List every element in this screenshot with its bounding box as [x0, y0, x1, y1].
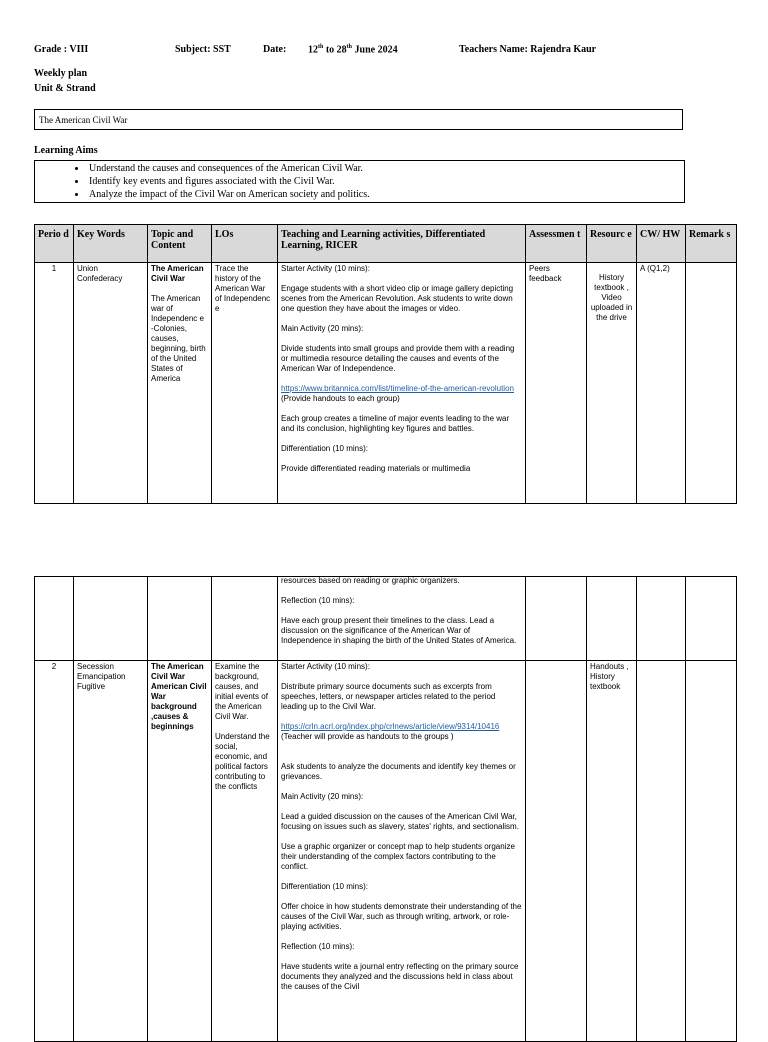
learning-aims-list [35, 162, 684, 201]
cw-hw-cell [637, 661, 686, 1042]
lesson-plan-table-continued [34, 576, 737, 1042]
table-header-row [35, 225, 737, 263]
teacher-name: Teachers Name: Rajendra Kaur [459, 44, 597, 55]
learning-aims-heading: Learning Aims [34, 145, 98, 156]
unit-title: The American Civil War [39, 115, 128, 125]
col-header-resource: Resourc e [587, 225, 637, 263]
activities-cell: resources based on reading or graphic organizers. Reflection (10 mins): Have each group present their timelines to the class. Lead a discussion on the significance of the American War of Independence in shaping the birth of the United States of America. [278, 577, 526, 661]
learning-aim-item: • Identify key events and figures associated with the Civil War. [87, 175, 684, 188]
table-row [35, 577, 737, 661]
resource-link[interactable]: https://crln.acrl.org/index.php/crlnews/article/view/9314/10416 [281, 722, 500, 731]
resource-cell: History textbook , Video uploaded in the drive [587, 263, 637, 504]
table-row [35, 661, 737, 1042]
los-cell: Examine the background, causes, and initial events of the American Civil War. Understand the social, economic, and political factors contributing to the conflicts [212, 661, 278, 1042]
table-row [35, 263, 737, 504]
activities-cell: Starter Activity (10 mins): Engage students with a short video clip or image gallery depicting scenes from the American Revolution. Ask students to write down one question they have about the images or video. Main Activity (20 mins): Divide students into small groups and provide them with a reading or multimedia resource detailing the causes and events of the American War of Independence. https://www.britannica.com/list/timeline-of-the-american-revolution (Provide handouts to each group) Each group creates a timeline of major events leading to the war and its conclusion, highlighting key figures and battles. Differentiation (10 mins): Provide differentiated reading materials or multimedia [278, 263, 526, 504]
key-words-cell: Secession Emancipation Fugitive [74, 661, 148, 1042]
col-header-remarks: Remark s [686, 225, 737, 263]
date-range: 12th to 28th June 2024 [308, 44, 398, 56]
topic-cell [148, 263, 212, 504]
remarks-cell [686, 661, 737, 1042]
resource-link[interactable]: https://www.britannica.com/list/timeline-of-the-american-revolution [281, 384, 514, 393]
col-header-key-words: Key Words [74, 225, 148, 263]
subject-label: Subject: SST [175, 44, 231, 55]
weekly-plan-label: Weekly plan [34, 68, 88, 79]
grade-label: Grade : VIII [34, 44, 89, 55]
col-header-cw-hw: CW/ HW [637, 225, 686, 263]
cw-hw-cell: A (Q1,2) [637, 263, 686, 504]
unit-title-box [34, 109, 683, 130]
col-header-los: LOs [212, 225, 278, 263]
learning-aims-box [34, 160, 685, 203]
col-header-topic: Topic and Content [148, 225, 212, 263]
period-cell: 2 [35, 661, 74, 1042]
learning-aim-item: • Understand the causes and consequences of the American Civil War. [87, 162, 684, 175]
remarks-cell [686, 263, 737, 504]
topic-title: The American Civil War [151, 264, 204, 283]
lesson-plan-table [34, 224, 737, 504]
resource-cell: Handouts , History textbook [587, 661, 637, 1042]
topic-body: The American war of Independenc e -Colonies, causes, beginning, birth of the United States of America [151, 294, 206, 383]
unit-strand-label: Unit & Strand [34, 83, 96, 94]
los-cell: Trace the history of the American War of Independenc e [212, 263, 278, 504]
learning-aim-item: • Analyze the impact of the Civil War on American society and politics. [87, 188, 684, 201]
assessment-cell: Peers feedback [526, 263, 587, 504]
period-cell: 1 [35, 263, 74, 504]
col-header-period: Perio d [35, 225, 74, 263]
col-header-assessment: Assessmen t [526, 225, 587, 263]
topic-cell: The American Civil War American Civil War background ,causes & beginnings [148, 661, 212, 1042]
key-words-cell: Union Confederacy [74, 263, 148, 504]
assessment-cell [526, 661, 587, 1042]
col-header-activities: Teaching and Learning activities, Differentiated Learning, RICER [278, 225, 526, 263]
activities-cell: Starter Activity (10 mins): Distribute primary source documents such as excerpts from speeches, letters, or newspaper articles related to the period leading up to the Civil War. https://crln.acrl.org/index.php/crlnews/article/view/9314/10416 (Teacher will provide as handouts to the groups ) Ask students to analyze the documents and identify key themes or grievances. Main Activity (20 mins): Lead a guided discussion on the causes of the American Civil War, focusing on issues such as slavery, states' rights, and sectionalism. Use a graphic organizer or concept map to help students organize their understanding of the complex factors contributing to the conflict. Differentiation (10 mins): Offer choice in how students demonstrate their understanding of the causes of the Civil War, such as through writing, artwork, or role-playing activities. Reflection (10 mins): Have students write a journal entry reflecting on the primary source documents they analyzed and the discussions held in class about the causes of the Civil [278, 661, 526, 1042]
date-label: Date: [263, 44, 287, 55]
